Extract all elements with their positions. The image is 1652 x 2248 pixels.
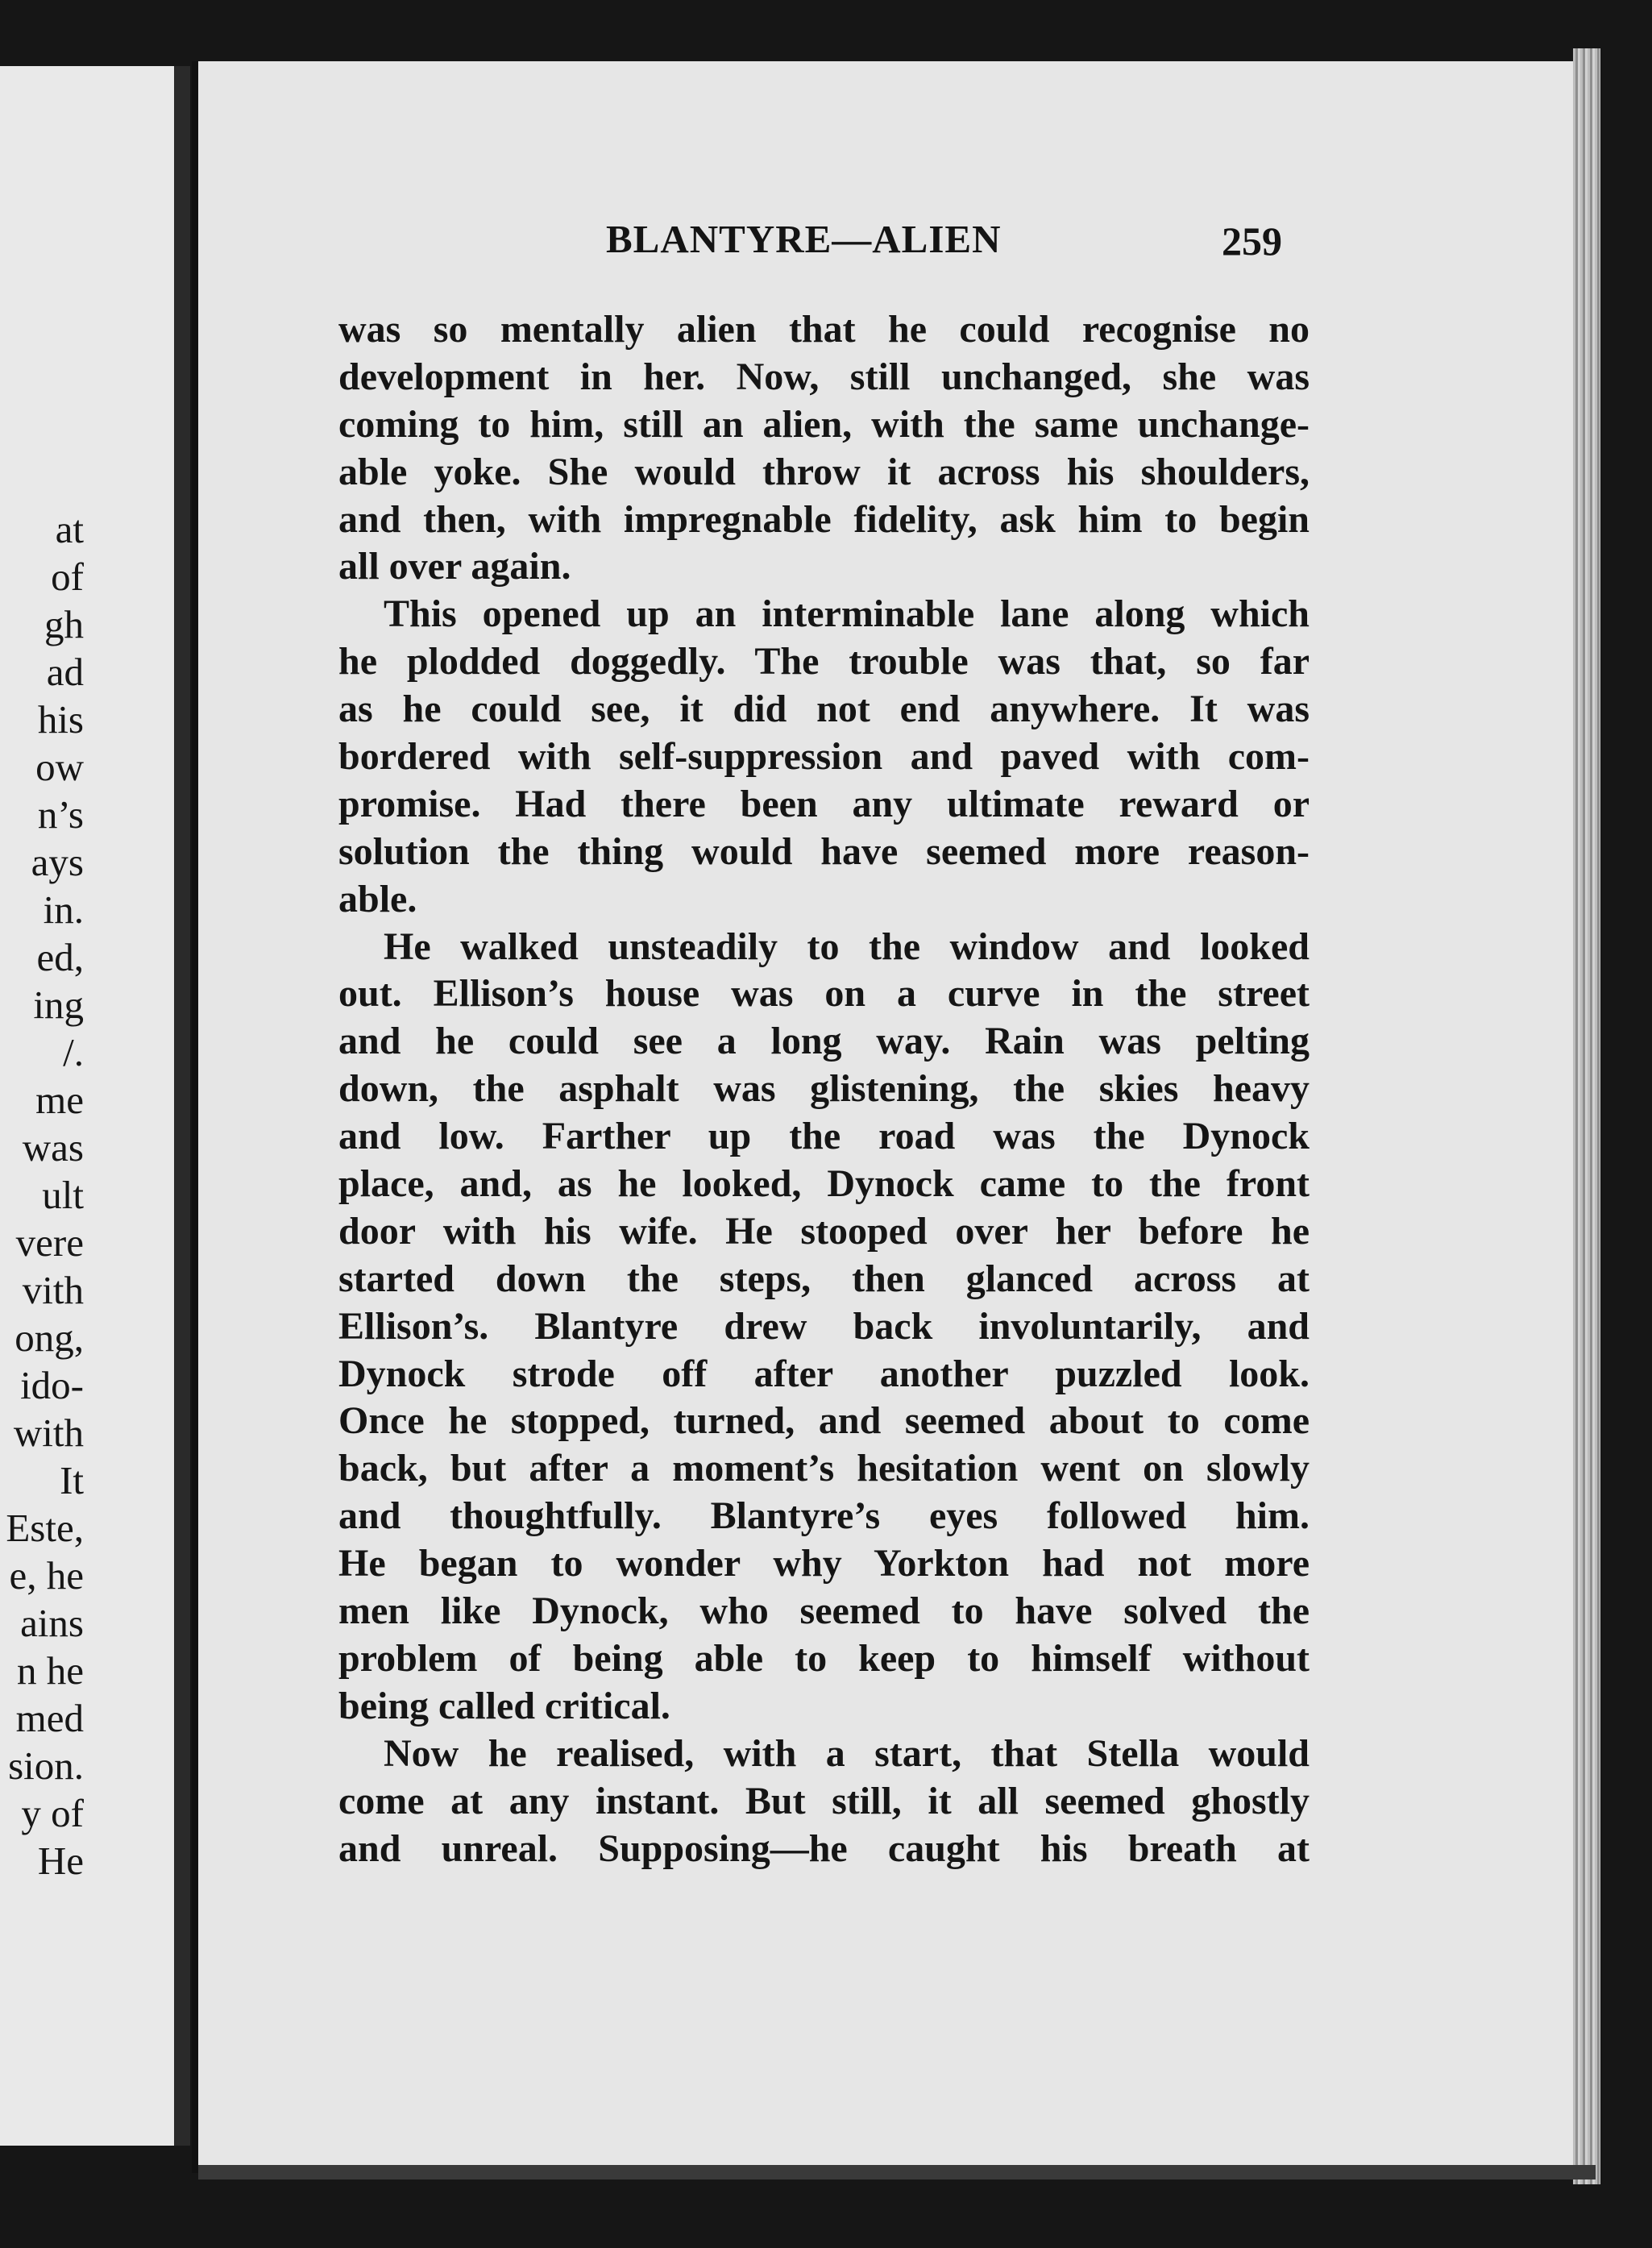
text-line: door with his wife. He stooped over her before he [338,1209,1310,1253]
previous-page-line: gh [44,602,84,646]
previous-page-line: at [55,507,84,551]
previous-page-line: ong, [15,1315,84,1360]
previous-page-line: /. [63,1030,84,1074]
text-line: and low. Farther up the road was the Dynock [338,1115,1310,1158]
previous-page-line: ido- [20,1363,84,1407]
text-line: Ellison’s. Blantyre drew back involuntarily, and [338,1304,1310,1348]
text-line: started down the steps, then glanced across at [338,1257,1310,1300]
text-line: and thoughtfully. Blantyre’s eyes followed him. [338,1494,1310,1538]
page-number: 259 [1222,218,1282,264]
text-line: place, and, as he looked, Dynock came to the front [338,1162,1310,1206]
text-line: out. Ellison’s house was on a curve in the street [338,972,1310,1016]
previous-page-line: ed, [36,935,84,979]
previous-page-line: ays [31,840,84,884]
previous-page-text [6,505,84,1884]
previous-page-line: Este, [6,1506,84,1550]
previous-page-line: n’s [37,792,84,837]
text-line: back, but after a moment’s hesitation went on slowly [338,1447,1310,1490]
text-line: Once he stopped, turned, and seemed about to come [338,1399,1310,1443]
text-line: promise. Had there been any ultimate reward or [338,782,1310,825]
previous-page-line: ow [35,745,84,789]
previous-page-line: his [37,697,84,742]
text-line: Dynock strode off after another puzzled look. [338,1352,1310,1395]
text-line: able yoke. She would throw it across his shoulders, [338,450,1310,493]
previous-page-line: vere [15,1220,84,1265]
previous-page [0,66,187,2146]
text-line: down, the asphalt was glistening, the skies heavy [338,1067,1310,1111]
previous-page-line: ad [46,650,84,694]
previous-page-line: sion. [8,1743,84,1788]
page-bottom-edge [198,2165,1596,2179]
previous-page-line: with [13,1411,84,1455]
text-line: development in her. Now, still unchanged, she was [338,355,1310,398]
text-line: He walked unsteadily to the window and looked [384,925,1310,968]
previous-page-line: It [60,1458,84,1502]
previous-page-line: ains [20,1601,84,1645]
text-line: problem of being able to keep to himself without [338,1636,1310,1680]
previous-page-line: ult [42,1173,84,1217]
text-line: and unreal. Supposing—he caught his breath at [338,1826,1310,1870]
text-line: coming to him, still an alien, with the same unchange- [338,402,1310,446]
text-line: He began to wonder why Yorkton had not more [338,1542,1310,1585]
text-line: men like Dynock, who seemed to have solved the [338,1589,1310,1633]
text-line: solution the thing would have seemed more reason- [338,829,1310,873]
text-line: all over again. [338,545,571,588]
text-line: and he could see a long way. Rain was pelting [338,1020,1310,1063]
page-edge [1573,48,1600,2184]
running-head: BLANTYRE—ALIEN [606,217,1002,261]
text-line: bordered with self-suppression and paved with com- [338,735,1310,779]
book-gutter [174,66,190,2146]
text-line: able. [338,877,417,920]
text-line: he plodded doggedly. The trouble was that, so far [338,640,1310,684]
previous-page-line: in. [43,887,84,932]
previous-page-line: was [22,1125,84,1170]
previous-page-line: ing [33,983,84,1027]
previous-page-line: vith [22,1268,84,1312]
text-line: being called critical. [338,1684,670,1727]
previous-page-line: n he [17,1648,84,1693]
body-text [338,306,1310,1872]
previous-page-line: e, he [9,1553,84,1598]
text-line: This opened up an interminable lane along which [384,592,1310,636]
previous-page-line: He [37,1839,84,1883]
previous-page-line: y of [21,1791,84,1835]
text-line: come at any instant. But still, it all seemed ghostly [338,1779,1310,1822]
text-line: and then, with impregnable fidelity, ask him to begin [338,497,1310,541]
text-line: was so mentally alien that he could recognise no [338,308,1310,351]
previous-page-line: of [51,555,84,599]
previous-page-line: me [35,1078,84,1122]
previous-page-line: med [15,1696,84,1740]
text-line: Now he realised, with a start, that Stella would [384,1731,1310,1775]
text-line: as he could see, it did not end anywhere. It was [338,688,1310,731]
